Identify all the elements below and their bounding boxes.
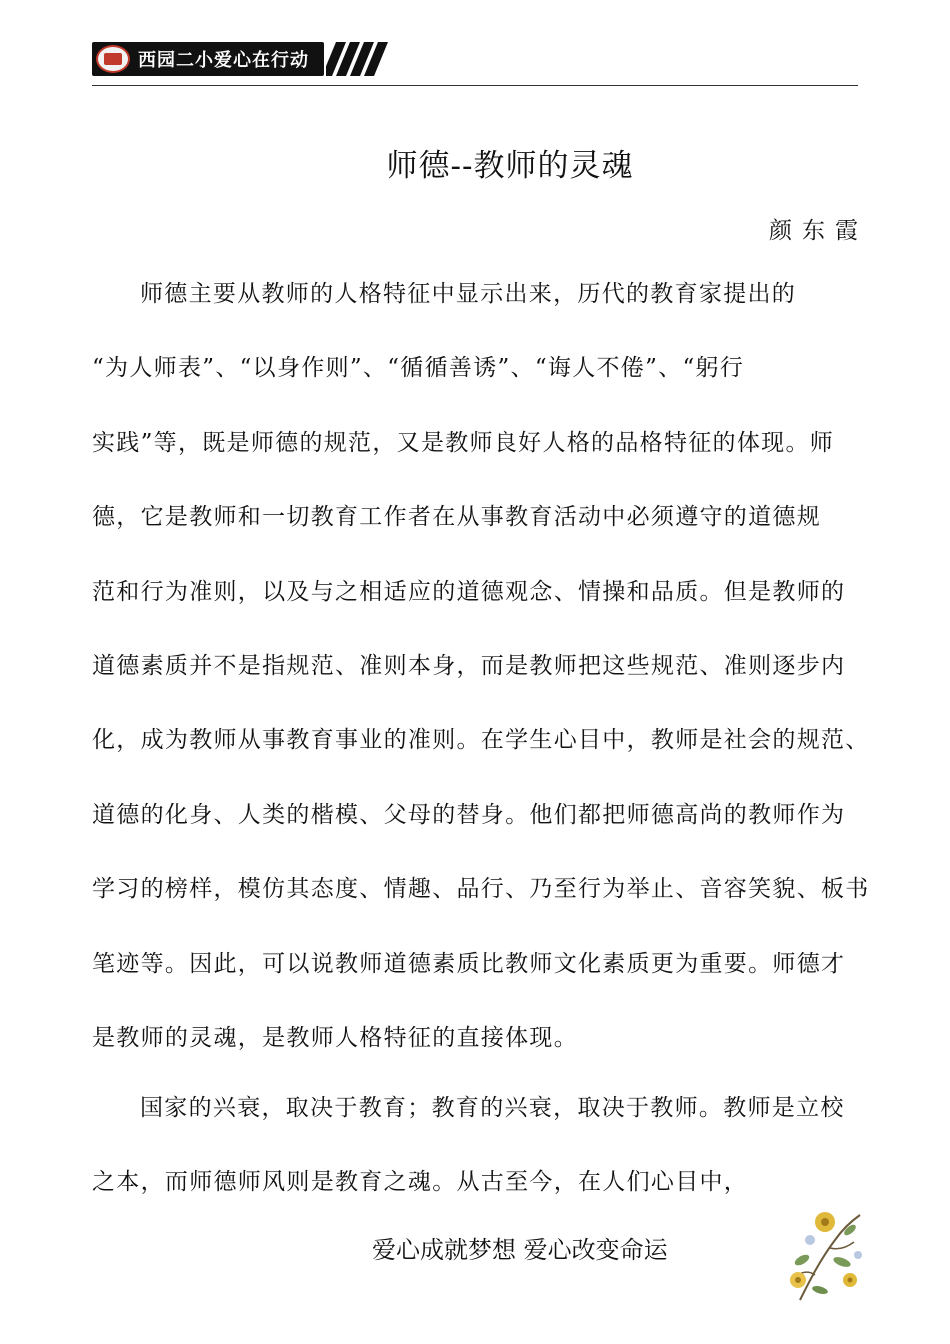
paragraph-line: 师德主要从教师的人格特征中显示出来，历代的教育家提出的 xyxy=(140,281,797,307)
page-title: 师德--教师的灵魂 xyxy=(386,148,634,184)
footer-slogan: 爱心成就梦想 爱心改变命运 xyxy=(372,1236,668,1264)
paragraph-line: 笔迹等。因此，可以说教师道德素质比教师文化素质更为重要。师德才 xyxy=(92,950,846,977)
header-stripes xyxy=(326,42,392,76)
page-header xyxy=(92,42,858,86)
header-rule xyxy=(92,85,858,86)
flower-decoration-icon xyxy=(780,1200,870,1310)
paragraph-line: 国家的兴衰，取决于教育；教育的兴衰，取决于教师。教师是立校 xyxy=(140,1094,845,1121)
paragraph-line: 实践”等，既是师德的规范，又是教师良好人格的品格特征的体现。师 xyxy=(92,429,835,456)
paragraph-line: 化，成为教师从事教育事业的准则。在学生心目中，教师是社会的规范、 xyxy=(92,727,870,754)
author-name: 颜东霞 xyxy=(769,218,868,244)
paragraph-line: 道德素质并不是指规范、准则本身，而是教师把这些规范、准则逐步内 xyxy=(92,652,846,679)
banner-text: 西园二小爱心在行动 xyxy=(138,50,309,71)
paragraph-line: 之本，而师德师风则是教育之魂。从古至今，在人们心目中， xyxy=(92,1169,749,1196)
paragraph-line: 道德的化身、人类的楷模、父母的替身。他们都把师德高尚的教师作为 xyxy=(92,801,846,828)
paragraph-line: “为人师表”、“以身作则”、“循循善诱”、“诲人不倦”、“躬行 xyxy=(92,355,745,382)
paragraph-line: 范和行为准则，以及与之相适应的道德观念、情操和品质。但是教师的 xyxy=(92,578,846,605)
article-body xyxy=(92,265,870,1228)
header-banner xyxy=(92,42,324,76)
paragraph-line: 是教师的灵魂，是教师人格特征的直接体现。 xyxy=(92,1024,578,1051)
school-logo xyxy=(96,45,130,73)
paragraph-line: 德，它是教师和一切教育工作者在从事教育活动中必须遵守的道德规 xyxy=(92,504,821,531)
paragraph-line: 学习的榜样，模仿其态度、情趣、品行、乃至行为举止、音容笑貌、板书 xyxy=(92,876,870,903)
